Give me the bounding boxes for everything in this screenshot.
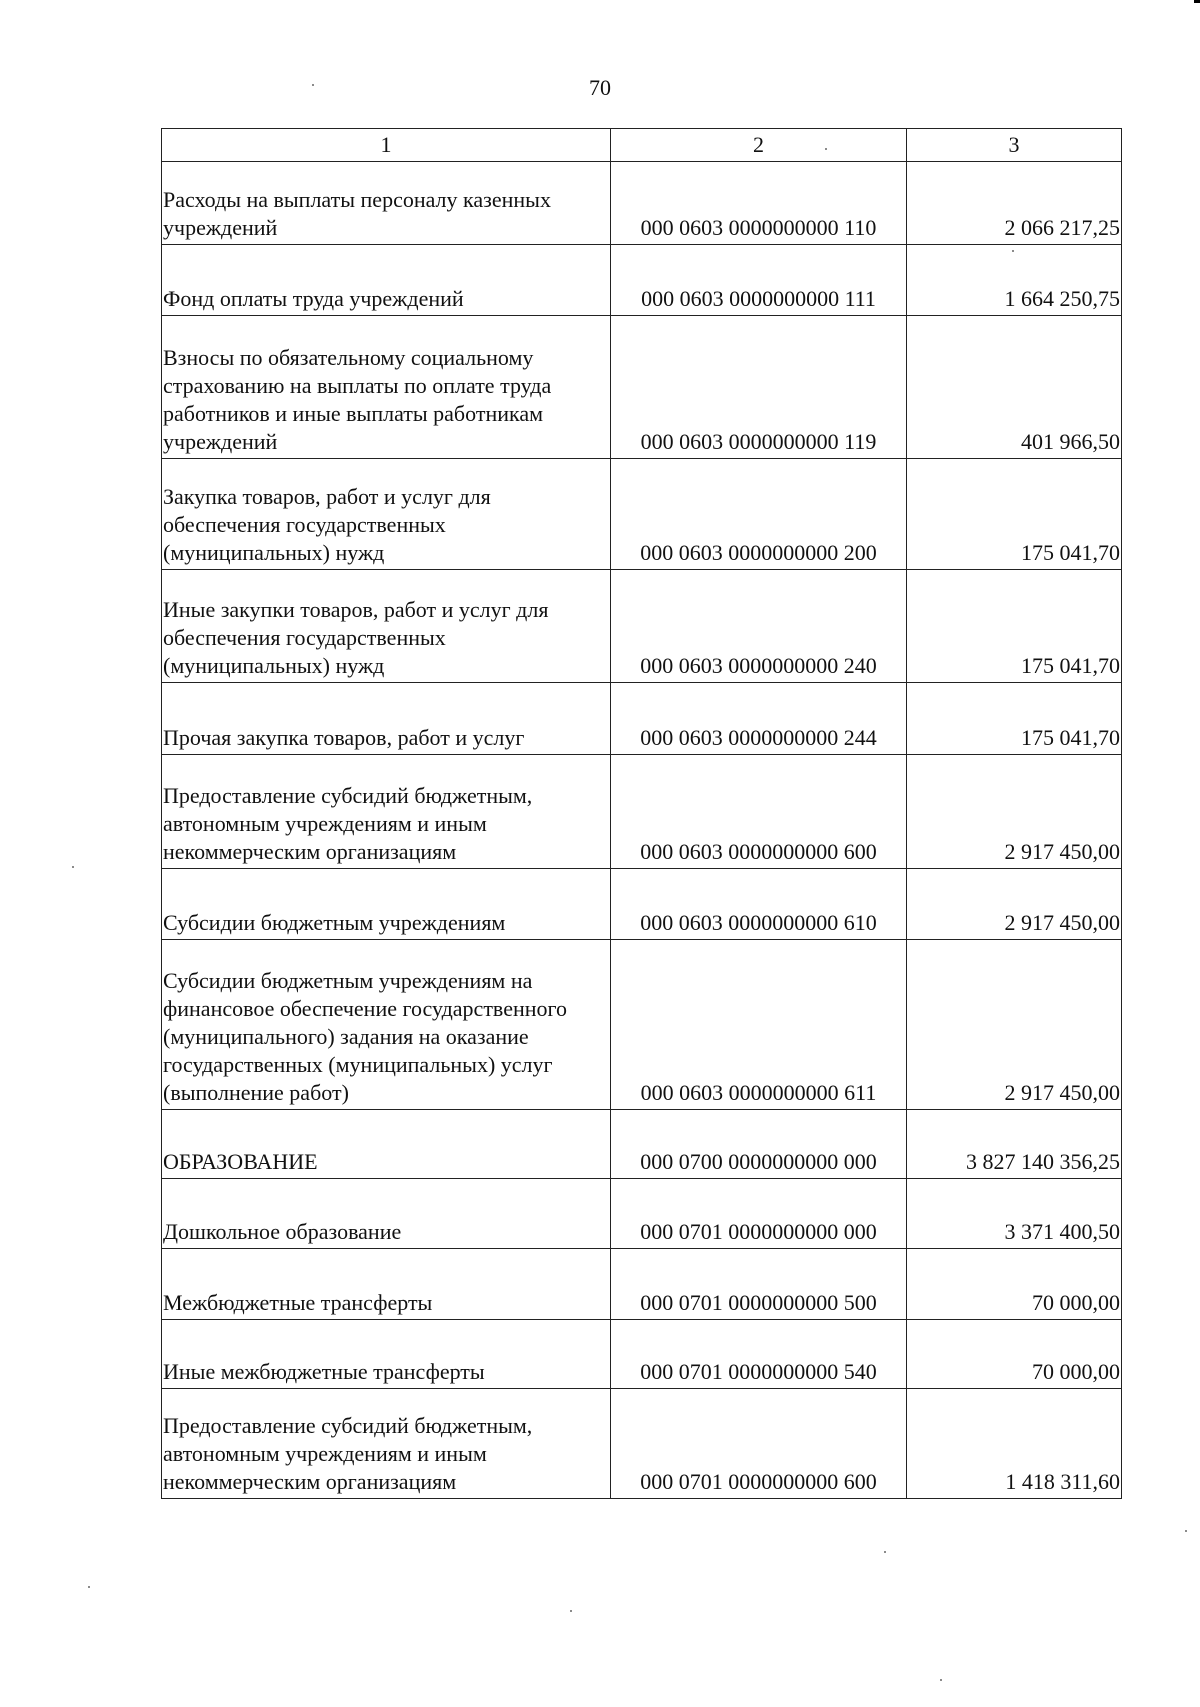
budget-table [161,128,1122,1499]
expense-name: Субсидии бюджетным учреждениям на финансовое обеспечение государственного (муниципального) задания на оказание государственных (муниципальных) услуг (выполнение работ) [162,940,611,1110]
amount: 2 917 450,00 [907,755,1122,869]
table-row [162,1249,1122,1320]
page-number: 70 [589,75,611,100]
scan-edge-mark [1194,0,1200,3]
table-row [162,683,1122,755]
budget-code: 000 0603 0000000000 611 [611,940,907,1110]
table-row [162,316,1122,459]
scan-speck [884,1551,886,1553]
budget-code: 000 0603 0000000000 610 [611,869,907,940]
expense-name: ОБРАЗОВАНИЕ [162,1110,611,1179]
expense-name: Прочая закупка товаров, работ и услуг [162,683,611,755]
table-row [162,570,1122,683]
scan-speck [940,1679,942,1681]
amount: 3 371 400,50 [907,1179,1122,1249]
table-row [162,162,1122,245]
amount: 175 041,70 [907,570,1122,683]
budget-code: 000 0603 0000000000 600 [611,755,907,869]
table-row [162,1110,1122,1179]
amount: 70 000,00 [907,1249,1122,1320]
budget-code: 000 0603 0000000000 200 [611,459,907,570]
table-row [162,1320,1122,1389]
budget-code: 000 0603 0000000000 244 [611,683,907,755]
scan-speck [312,84,314,86]
table-row [162,869,1122,940]
table-row [162,755,1122,869]
budget-code: 000 0603 0000000000 119 [611,316,907,459]
table-row [162,1179,1122,1249]
expense-name: Иные закупки товаров, работ и услуг для обеспечения государственных (муниципальных) нужд [162,570,611,683]
scan-speck [72,866,74,868]
scan-speck [825,148,827,150]
scan-speck [1185,1530,1187,1532]
column-header-1: 1 [162,129,611,162]
expense-name: Фонд оплаты труда учреждений [162,245,611,316]
table-row [162,245,1122,316]
column-header-2: 2 [611,129,907,162]
budget-code: 000 0603 0000000000 111 [611,245,907,316]
expense-name: Межбюджетные трансферты [162,1249,611,1320]
budget-code: 000 0701 0000000000 500 [611,1249,907,1320]
expense-name: Предоставление субсидий бюджетным, автономным учреждениям и иным некоммерческим организациям [162,755,611,869]
budget-code: 000 0700 0000000000 000 [611,1110,907,1179]
amount: 175 041,70 [907,683,1122,755]
amount: 1 418 311,60 [907,1389,1122,1499]
amount: 1 664 250,75 [907,245,1122,316]
scan-speck [1012,250,1014,252]
budget-code: 000 0701 0000000000 540 [611,1320,907,1389]
expense-name: Закупка товаров, работ и услуг для обеспечения государственных (муниципальных) нужд [162,459,611,570]
expense-name: Иные межбюджетные трансферты [162,1320,611,1389]
amount: 2 066 217,25 [907,162,1122,245]
table-row [162,940,1122,1110]
amount: 70 000,00 [907,1320,1122,1389]
amount: 2 917 450,00 [907,940,1122,1110]
budget-code: 000 0603 0000000000 240 [611,570,907,683]
column-header-3: 3 [907,129,1122,162]
scan-speck [570,1610,572,1612]
table-row [162,1389,1122,1499]
expense-name: Субсидии бюджетным учреждениям [162,869,611,940]
table-row [162,459,1122,570]
amount: 175 041,70 [907,459,1122,570]
amount: 401 966,50 [907,316,1122,459]
expense-name: Предоставление субсидий бюджетным, автономным учреждениям и иным некоммерческим организациям [162,1389,611,1499]
budget-code: 000 0701 0000000000 000 [611,1179,907,1249]
expense-name: Дошкольное образование [162,1179,611,1249]
amount: 3 827 140 356,25 [907,1110,1122,1179]
expense-name: Расходы на выплаты персоналу казенных учреждений [162,162,611,245]
expense-name: Взносы по обязательному социальному страхованию на выплаты по оплате труда работников и иные выплаты работникам учреждений [162,316,611,459]
scan-speck [88,1586,90,1588]
table-header-row [162,129,1122,162]
budget-code: 000 0701 0000000000 600 [611,1389,907,1499]
amount: 2 917 450,00 [907,869,1122,940]
budget-code: 000 0603 0000000000 110 [611,162,907,245]
